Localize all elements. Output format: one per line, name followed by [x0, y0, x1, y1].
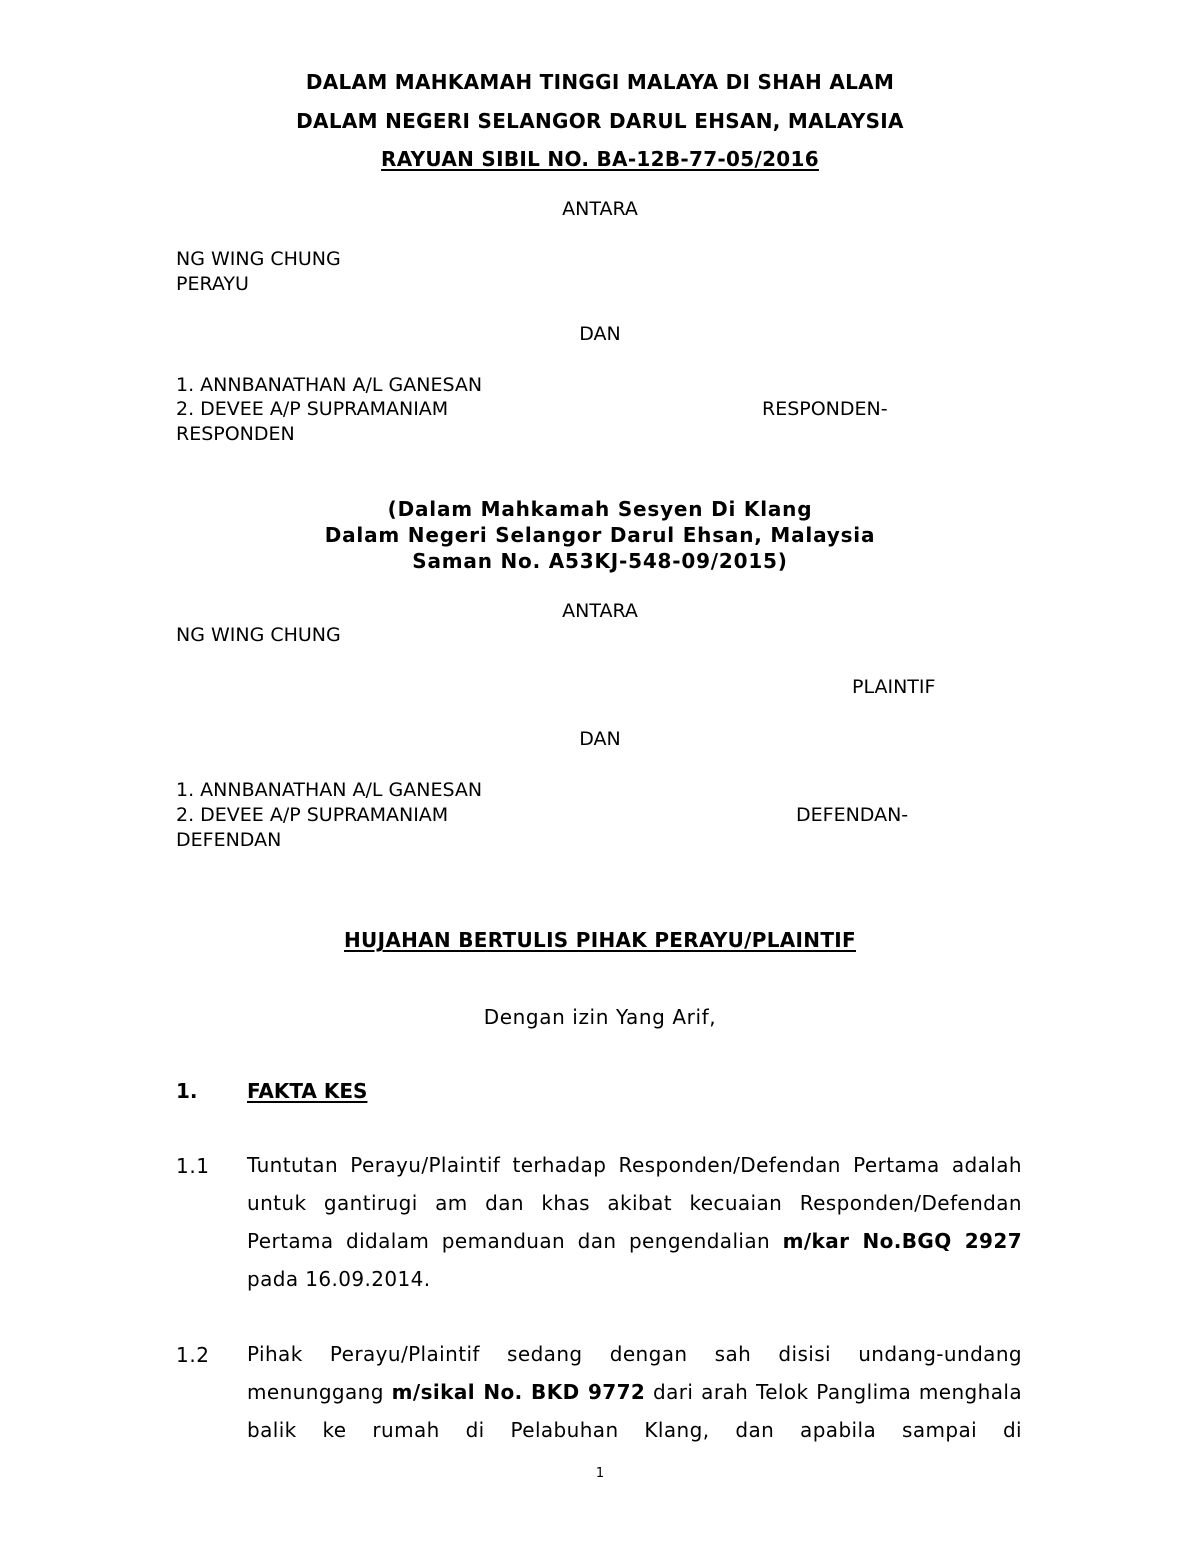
case-number: RAYUAN SIBIL NO. BA-12B-77-05/2016: [381, 147, 819, 171]
defendant-role-b: DEFENDAN: [176, 829, 282, 851]
lower-and-label: DAN: [579, 728, 621, 750]
para-1-2: [247, 1335, 1022, 1449]
lower-between-label: ANTARA: [562, 600, 638, 622]
defendant-role-a: DEFENDAN-: [796, 804, 909, 826]
court-header-line-2: DALAM NEGERI SELANGOR DARUL EHSAN, MALAYSIA: [296, 109, 904, 133]
respondent-role-b: RESPONDEN: [176, 423, 295, 445]
salutation: Dengan izin Yang Arif,: [483, 1005, 717, 1029]
para-1-2-text-end: dari arah Telok Panglima menghala balik ke rumah di Pelabuhan Klang, dan apabila sampai di: [247, 1380, 1022, 1442]
document-title: HUJAHAN BERTULIS PIHAK PERAYU/PLAINTIF: [344, 928, 856, 952]
para-1-2-number: 1.2: [176, 1343, 210, 1367]
appellant-name: NG WING CHUNG: [176, 248, 341, 270]
plaintiff-name: NG WING CHUNG: [176, 624, 341, 646]
and-label: DAN: [579, 323, 621, 345]
section-number: 1.: [176, 1079, 198, 1103]
lower-court-line-1: (Dalam Mahkamah Sesyen Di Klang: [387, 497, 813, 521]
para-1-1: [247, 1146, 1022, 1298]
appellant-role: PERAYU: [176, 273, 249, 295]
between-label: ANTARA: [562, 198, 638, 220]
section-heading: FAKTA KES: [247, 1079, 368, 1103]
para-1-2-text: Pihak Perayu/Plaintif sedang dengan sah disisi undang-undang menunggang: [247, 1342, 1022, 1404]
respondent-role-a: RESPONDEN-: [762, 398, 888, 420]
defendant-1: 1. ANNBANATHAN A/L GANESAN: [176, 779, 483, 801]
motorcycle-number: m/sikal No. BKD 9772: [391, 1380, 646, 1404]
page-number: 1: [595, 1466, 605, 1481]
court-header-line-1: DALAM MAHKAMAH TINGGI MALAYA DI SHAH ALAM: [305, 70, 895, 94]
defendant-2: 2. DEVEE A/P SUPRAMANIAM: [176, 804, 449, 826]
respondent-1: 1. ANNBANATHAN A/L GANESAN: [176, 374, 483, 396]
vehicle-number: m/kar No.BGQ 2927: [782, 1229, 1023, 1253]
plaintiff-role: PLAINTIF: [852, 676, 936, 698]
para-1-1-text: Tuntutan Perayu/Plaintif terhadap Responden/Defendan Pertama adalah untuk gantirugi am dan khas akibat kecuaian Responden/Defendan Pertama didalam pemanduan dan pengendalian: [247, 1153, 1022, 1253]
lower-court-line-3: Saman No. A53KJ-548-09/2015): [412, 549, 788, 573]
para-1-1-number: 1.1: [176, 1154, 210, 1178]
lower-court-line-2: Dalam Negeri Selangor Darul Ehsan, Malaysia: [324, 523, 876, 547]
para-1-1-text-end: pada 16.09.2014.: [247, 1267, 431, 1291]
respondent-2: 2. DEVEE A/P SUPRAMANIAM: [176, 398, 449, 420]
